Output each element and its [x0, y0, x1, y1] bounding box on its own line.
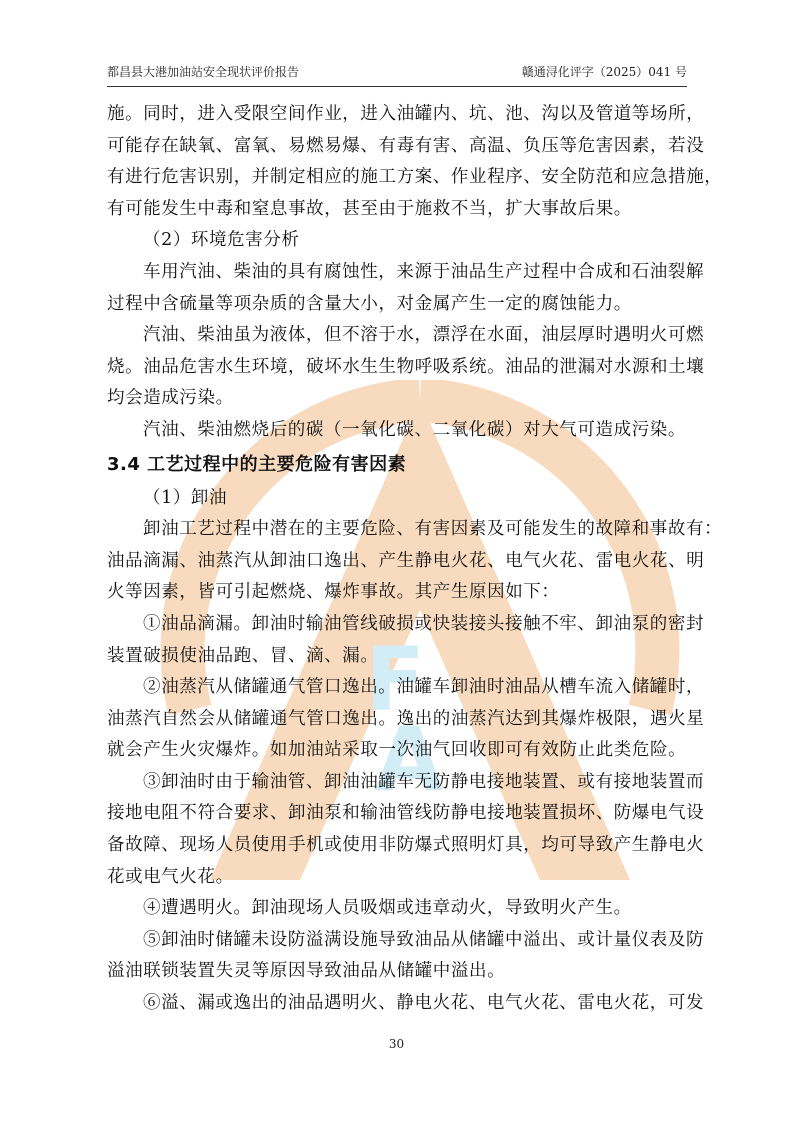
header-rule [107, 86, 687, 87]
text-line: 有可能发生中毒和窒息事故，甚至由于施救不当，扩大事故后果。 [107, 198, 632, 219]
paragraph-air-pollution [107, 415, 687, 447]
svg-text:A: A [375, 708, 444, 811]
text-line: （2）环境危害分析 [143, 230, 300, 251]
text-line: 汽油、柴油虽为液体，但不溶于水，漂浮在水面，油层厚时遇明火可燃 [143, 325, 705, 346]
header-report-number: 赣通浔化评字（2025）041 号 [521, 65, 687, 79]
list-item-4 [107, 893, 687, 925]
text-line: 装置破损使油品跑、冒、滴、漏。 [107, 645, 379, 666]
text-line: （1）卸油 [143, 487, 228, 508]
text-line: 施。同时，进入受限空间作业，进入油罐内、坑、池、沟以及管道等场所， [107, 104, 705, 124]
text-line: 就会产生火灾爆炸。如加油站采取一次油气回收即可有效防止此类危险。 [107, 740, 687, 761]
paragraph-unloading-hazards [107, 514, 723, 609]
text-line: 过程中含硫量等项杂质的含量大小，对金属产生一定的腐蚀能力。 [107, 293, 632, 314]
header-report-title: 都昌县大港加油站安全现状评价报告 [107, 65, 300, 79]
text-line: ②油蒸汽从储罐通气管口逸出。油罐车卸油时油品从槽车流入储罐时， [143, 677, 705, 698]
list-item-1 [107, 609, 705, 672]
page-number: 30 [388, 1037, 405, 1051]
text-line: 均会造成污染。 [107, 388, 234, 409]
text-line: 烧。油品危害水生环境，破坏水生生物呼吸系统。油品的泄漏对水源和土壤 [107, 356, 705, 377]
text-line: 火等因素，皆可引起燃烧、爆炸事故。其产生原因如下： [107, 582, 560, 603]
text-line: 有进行危害识别，并制定相应的施工方案、作业程序、安全防范和应急措施， [107, 167, 723, 188]
paragraph-corrosion [107, 257, 705, 320]
text-line: ⑤卸油时储罐未设防溢满设施导致油品从储罐中溢出、或计量仪表及防 [143, 929, 705, 950]
text-line: 车用汽油、柴油的具有腐蚀性，来源于油品生产过程中合成和石油裂解 [143, 261, 705, 282]
svg-text:F: F [365, 628, 426, 731]
text-line: ③卸油时由于输油管、卸油油罐车无防静电接地装置、或有接地装置而 [143, 771, 705, 792]
list-item-5 [107, 925, 705, 988]
paragraph-water-pollution [107, 320, 705, 415]
text-line: 溢油联锁装置失灵等原因导致油品从储罐中溢出。 [107, 961, 506, 982]
text-line: ④遭遇明火。卸油现场人员吸烟或违章动火，导致明火产生。 [143, 898, 632, 919]
page-header [107, 62, 687, 82]
text-line: 备故障、现场人员使用手机或使用非防爆式照明灯具，均可导致产生静电火 [107, 835, 705, 856]
text-line: 花或电气火花。 [107, 866, 234, 887]
text-line: ⑥溢、漏或逸出的油品遇明火、静电火花、电气火花、雷电火花，可发 [143, 993, 705, 1014]
list-item-3 [107, 767, 705, 893]
text-line: 卸油工艺过程中潜在的主要危险、有害因素及可能发生的故障和事故有： [143, 519, 723, 540]
text-line: 油品滴漏、油蒸汽从卸油口逸出、产生静电火花、电气火花、雷电火花、明 [107, 550, 705, 571]
text-line: 汽油、柴油燃烧后的碳（一氧化碳、二氧化碳）对大气可造成污染。 [143, 419, 686, 440]
text-line: 可能存在缺氧、富氧、易燃易爆、有毒有害、高温、负压等危害因素，若没 [107, 135, 705, 156]
paragraph-confined-space [107, 99, 723, 225]
text-line: 接地电阻不符合要求、卸油泵和输油管线防静电接地装置损坏、防爆电气设 [107, 803, 705, 824]
text-line: ①油品滴漏。卸油时输油管线破损或快装接头接触不牢、卸油泵的密封 [143, 613, 705, 634]
section-heading-3-4: 3.4 工艺过程中的主要危险有害因素 [107, 453, 407, 475]
subheading-environment [107, 225, 687, 257]
text-line: 油蒸汽自然会从储罐通气管口逸出。逸出的油蒸汽达到其爆炸极限，遇火星 [107, 708, 705, 729]
list-item-6 [107, 988, 705, 1020]
list-item-2 [107, 672, 705, 767]
subheading-unloading [107, 483, 687, 515]
page-body [107, 99, 723, 1020]
